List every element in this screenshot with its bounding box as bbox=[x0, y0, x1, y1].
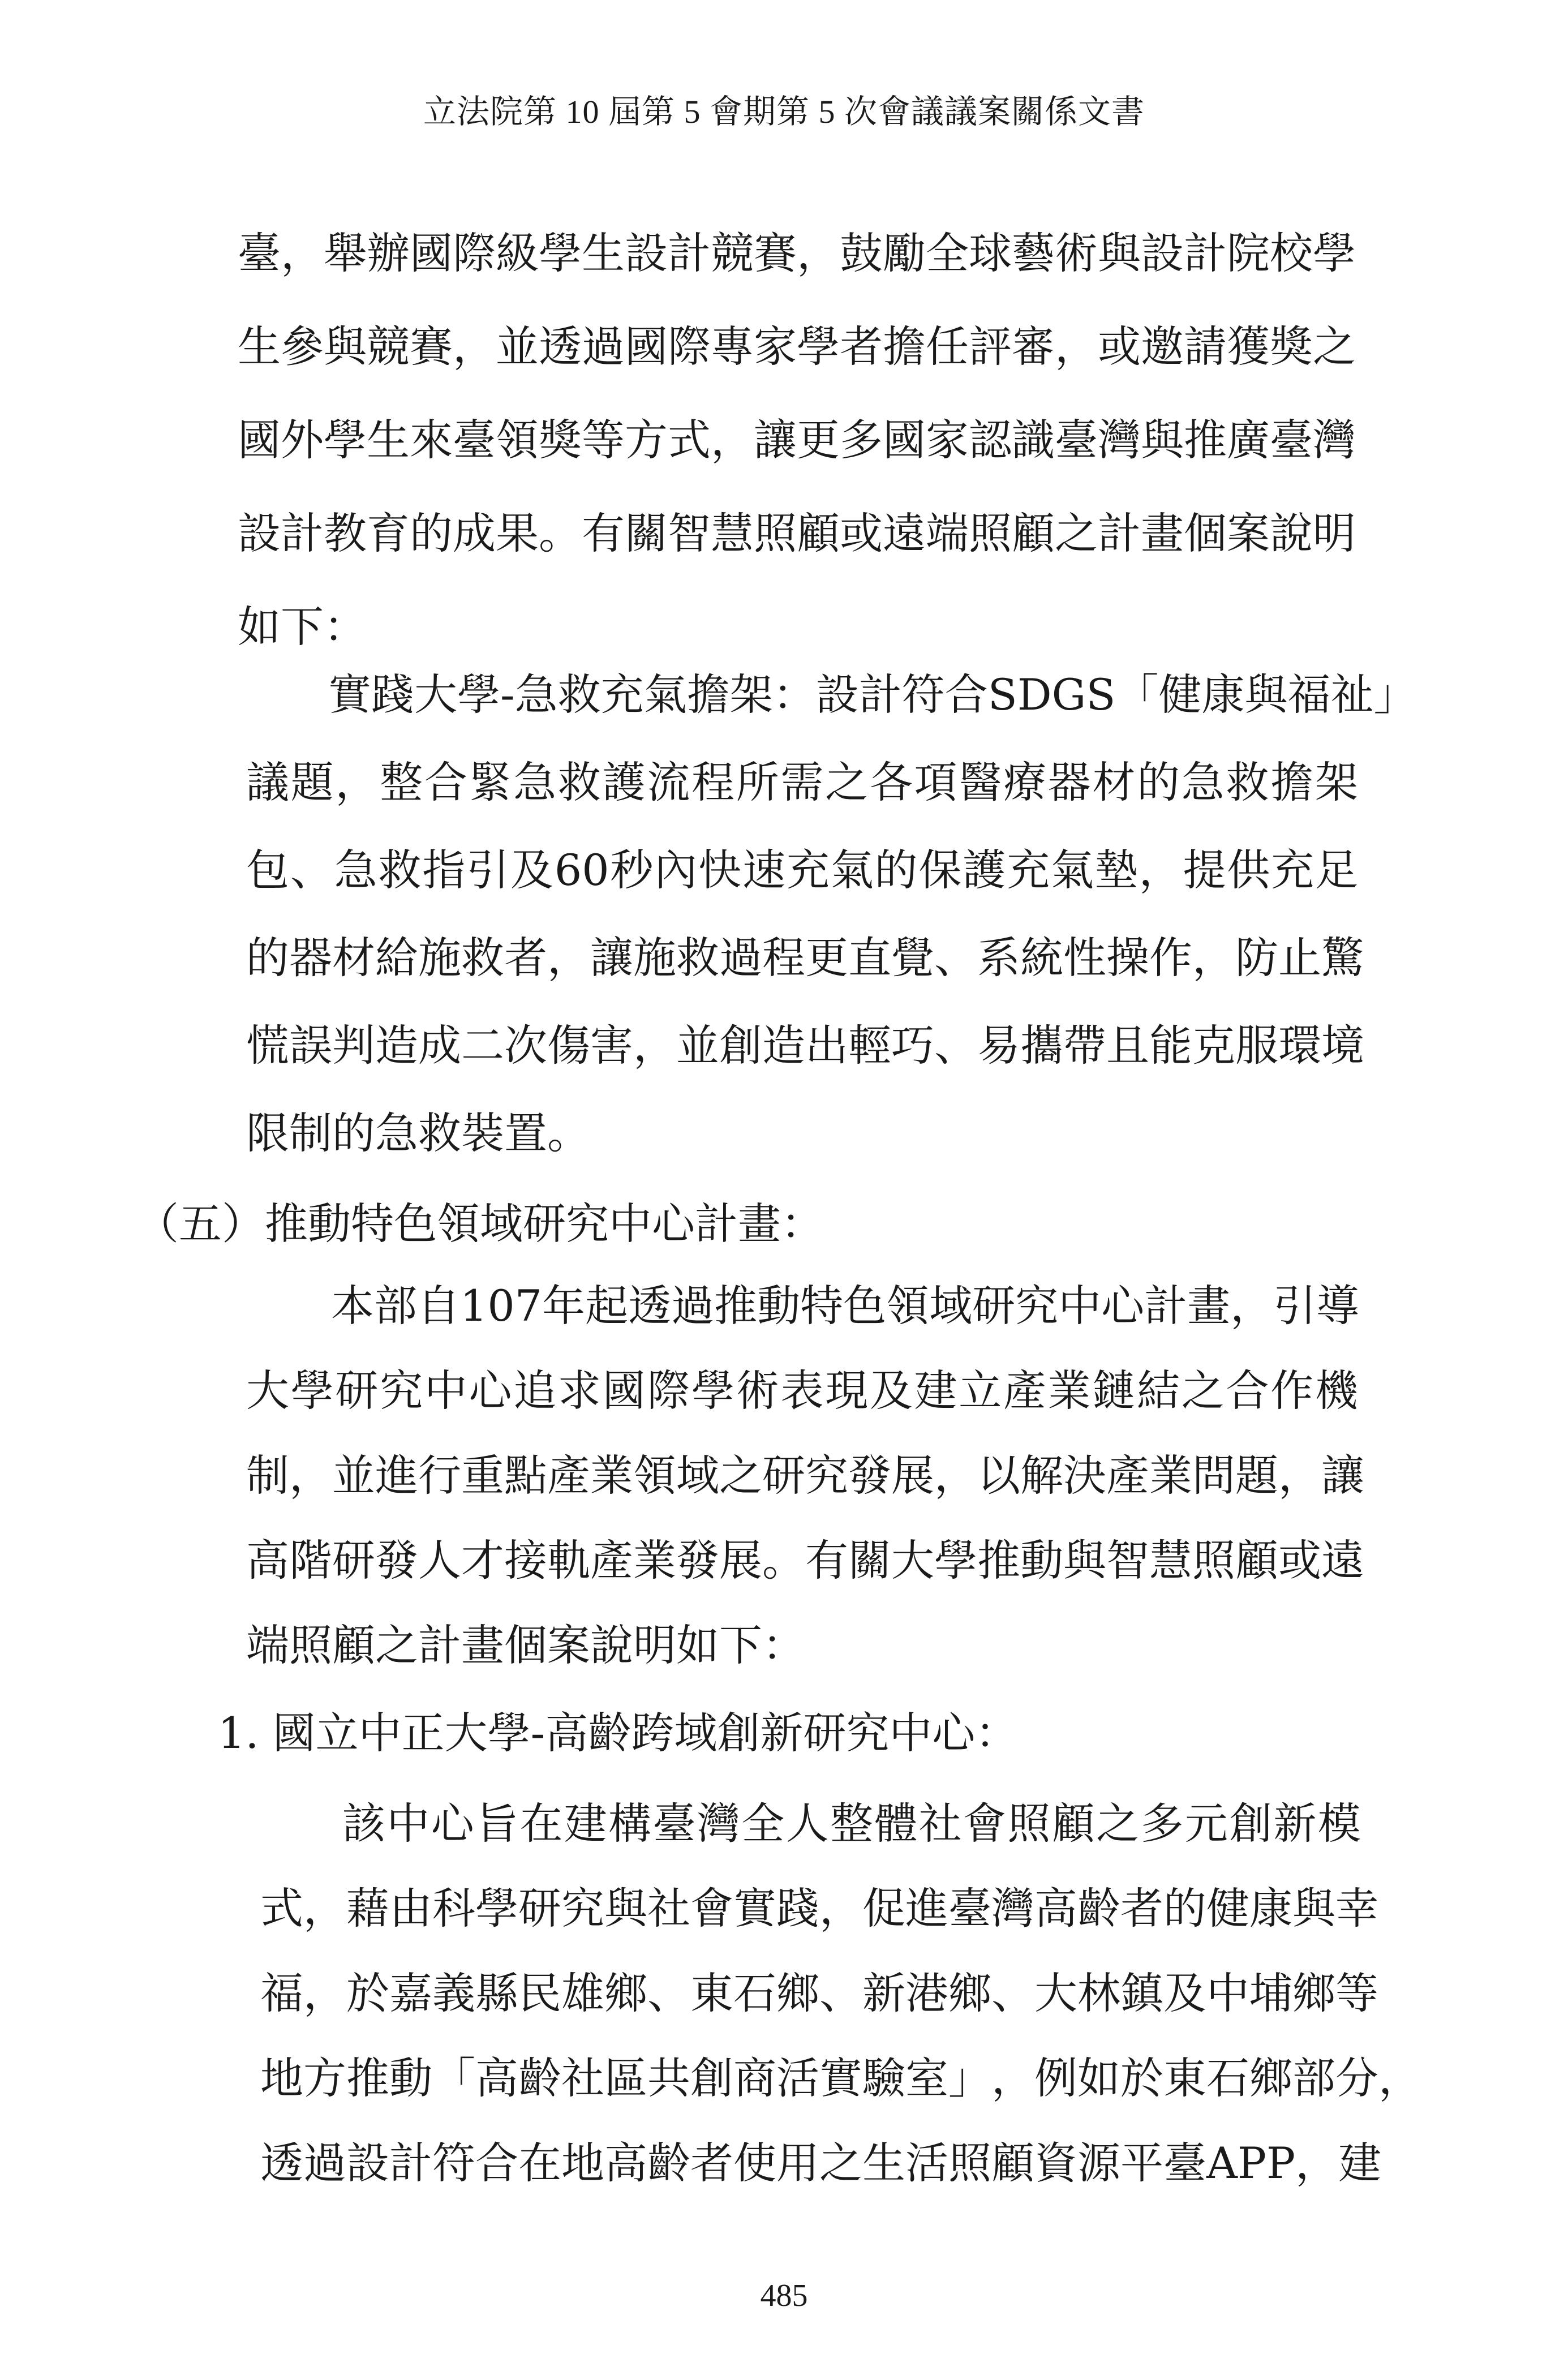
document-header: 立法院第 10 屆第 5 會期第 5 次會議議案關係文書 bbox=[423, 93, 1145, 130]
text-line: 端照顧之計畫個案說明如下： bbox=[246, 1620, 805, 1670]
text-line: 制 ， 並 進 行 重 點 產 業 領 域 之 研 究 發 展 ， 以 解 決 產 業 問 題 ， 讓 bbox=[246, 1450, 1364, 1501]
text-line: 設 計 教 育 的 成 果 。 有 關 智 慧 照 顧 或 遠 端 照 顧 之 計 畫 個 案 說 明 bbox=[238, 508, 1356, 559]
text-line: 國 外 學 生 來 臺 領 獎 等 方 式 ， 讓 更 多 國 家 認 識 臺 灣 與 推 廣 臺 灣 bbox=[238, 415, 1356, 465]
text-line: 高 階 研 發 人 才 接 軌 產 業 發 展 。 有 關 大 學 推 動 與 智 慧 照 顧 或 遠 bbox=[246, 1535, 1364, 1586]
text-line: 的 器 材 給 施 救 者 ， 讓 施 救 過 程 更 直 覺 、 系 統 性 操 作 ， 防 止 驚 bbox=[246, 933, 1364, 983]
text-line: 本 部 自 107 年 起 透 過 推 動 特 色 領 域 研 究 中 心 計 畫 ， 引 導 bbox=[331, 1281, 1360, 1331]
text-line: 該 中 心 旨 在 建 構 臺 灣 全 人 整 體 社 會 照 顧 之 多 元 創 新 模 bbox=[342, 1798, 1361, 1849]
section-heading: （五）推動特色領域研究中心計畫： bbox=[136, 1198, 824, 1249]
text-line: 大 學 研 究 中 心 追 求 國 際 學 術 表 現 及 建 立 產 業 鏈 結 之 合 作 機 bbox=[246, 1365, 1358, 1416]
text-line: 慌 誤 判 造 成 二 次 傷 害 ， 並 創 造 出 輕 巧 、 易 攜 帶 且 能 克 服 環 境 bbox=[246, 1020, 1364, 1071]
text-line: 實 踐 大 學 - 急 救 充 氣 擔 架 ： 設 計 符 合 SDGS 「 健 康 與 福 祉 」 bbox=[328, 669, 1417, 720]
text-line: 透 過 設 計 符 合 在 地 高 齡 者 使 用 之 生 活 照 顧 資 源 平 臺 APP ， 建 bbox=[260, 2138, 1382, 2188]
text-line: 地 方 推 動 「 高 齡 社 區 共 創 商 活 實 驗 室 」 ， 例 如 於 東 石 鄉 部 分 ， bbox=[260, 2053, 1421, 2103]
text-line: 生 參 與 競 賽 ， 並 透 過 國 際 專 家 學 者 擔 任 評 審 ， 或 邀 請 獲 獎 之 bbox=[238, 321, 1356, 372]
item-heading: 1. 國立中正大學-高齡跨域創新研究中心： bbox=[218, 1708, 1019, 1758]
page-number: 485 bbox=[760, 2278, 808, 2313]
text-line: 如下： bbox=[238, 602, 367, 652]
text-line: 限制的急救裝置。 bbox=[246, 1108, 590, 1158]
text-line: 式 ， 藉 由 科 學 研 究 與 社 會 實 踐 ， 促 進 臺 灣 高 齡 者 的 健 康 與 幸 bbox=[260, 1883, 1378, 1934]
text-line: 福 ， 於 嘉 義 縣 民 雄 鄉 、 東 石 鄉 、 新 港 鄉 、 大 林 鎮 及 中 埔 鄉 等 bbox=[260, 1968, 1378, 2018]
text-line: 包 、 急 救 指 引 及 60 秒 內 快 速 充 氣 的 保 護 充 氣 墊 ， 提 供 充 足 bbox=[246, 845, 1358, 895]
text-line: 臺 ， 舉 辦 國 際 級 學 生 設 計 競 賽 ， 鼓 勵 全 球 藝 術 與 設 計 院 校 學 bbox=[238, 228, 1356, 278]
text-line: 議 題 ， 整 合 緊 急 救 護 流 程 所 需 之 各 項 醫 療 器 材 的 急 救 擔 架 bbox=[246, 757, 1358, 807]
